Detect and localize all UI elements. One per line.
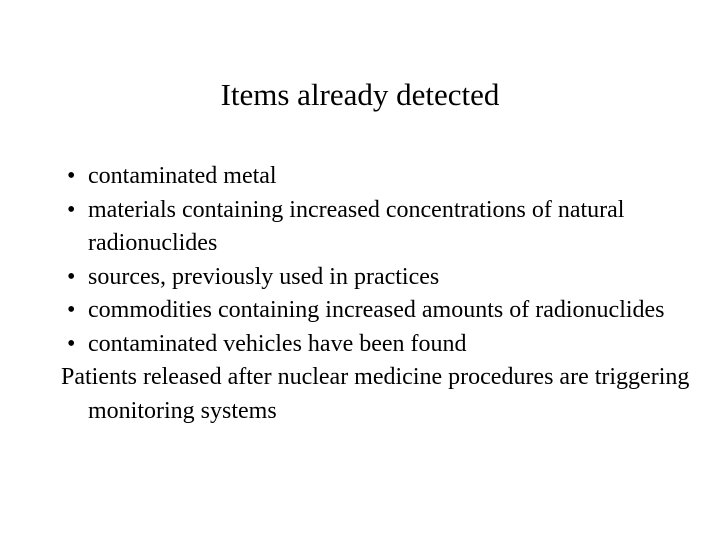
closing-paragraph: Patients released after nuclear medicine procedures are triggering monitoring systems xyxy=(61,364,690,424)
bullet-text: contaminated vehicles have been found xyxy=(88,330,467,357)
bullet-icon: • xyxy=(67,330,76,357)
slide-body xyxy=(61,160,701,428)
bullet-text: commodities containing increased amounts of radionuclides xyxy=(88,297,665,323)
bullet-item xyxy=(61,160,701,194)
slide-title: Items already detected xyxy=(220,77,500,112)
bullet-icon: • xyxy=(67,263,76,290)
bullet-icon: • xyxy=(67,163,76,189)
bullet-icon: • xyxy=(67,297,76,323)
bullet-text: materials containing increased concentrations of natural radionuclides xyxy=(88,196,625,256)
bullet-item xyxy=(61,328,701,362)
bullet-item xyxy=(61,294,701,328)
bullet-icon: • xyxy=(67,196,76,223)
bullet-text: sources, previously used in practices xyxy=(88,263,440,290)
bullet-item xyxy=(61,194,701,261)
bullet-list xyxy=(61,160,701,361)
bullet-item xyxy=(61,261,701,295)
bullet-text: contaminated metal xyxy=(88,163,277,189)
